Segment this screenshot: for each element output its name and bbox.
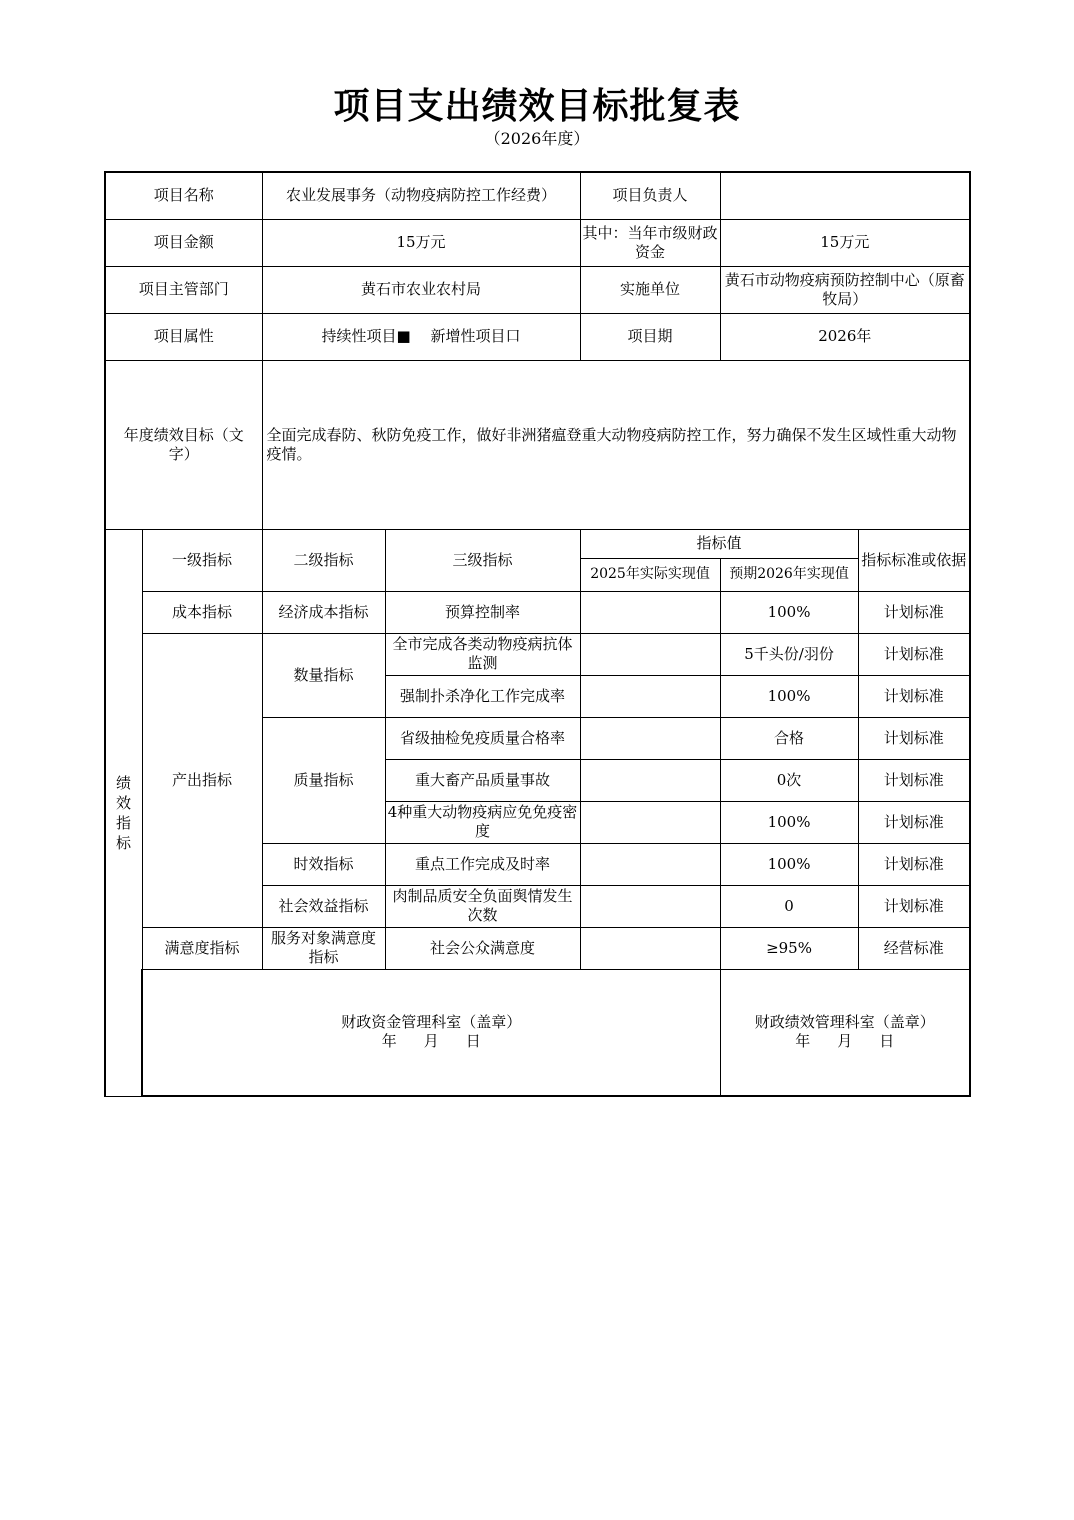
group-quantity: 数量指标 — [262, 633, 385, 717]
group-quality: 质量指标 — [262, 717, 385, 843]
dept-value: 黄石市农业农村局 — [262, 266, 580, 313]
right-office-label: 财政绩效管理科室（盖章） — [754, 1013, 935, 1032]
indicator-expected: 0 — [720, 885, 858, 927]
left-day: 日 — [465, 1032, 481, 1051]
signature-left — [142, 969, 720, 1096]
table-row — [105, 591, 970, 633]
indicator-actual — [580, 591, 720, 633]
indicator-basis: 计划标准 — [858, 633, 970, 675]
indicator-name: 社会公众满意度 — [385, 927, 580, 969]
header-value: 指标值 — [580, 529, 858, 558]
leader-label: 项目负责人 — [580, 172, 720, 219]
header-level1: 一级指标 — [142, 529, 262, 591]
amount-value: 15万元 — [262, 219, 580, 266]
amount-label: 项目金额 — [105, 219, 262, 266]
impl-value: 黄石市动物疫病预防控制中心（原畜牧局） — [720, 266, 970, 313]
right-month: 月 — [837, 1032, 853, 1051]
attr-label: 项目属性 — [105, 313, 262, 360]
header-level3: 三级指标 — [385, 529, 580, 591]
indicator-name: 重大畜产品质量事故 — [385, 759, 580, 801]
attr-value: 持续性项目■ 新增性项目口 — [262, 313, 580, 360]
indicator-name: 4种重大动物疫病应免免疫密度 — [385, 801, 580, 843]
indicator-actual — [580, 843, 720, 885]
period-label: 项目期 — [580, 313, 720, 360]
indicator-actual — [580, 801, 720, 843]
right-day: 日 — [879, 1032, 895, 1051]
indicator-actual — [580, 717, 720, 759]
indicator-expected: ≥95% — [720, 927, 858, 969]
period-value: 2026年 — [720, 313, 970, 360]
indicator-name: 全市完成各类动物疫病抗体监测 — [385, 633, 580, 675]
impl-label: 实施单位 — [580, 266, 720, 313]
indicator-actual — [580, 633, 720, 675]
indicator-expected: 100% — [720, 843, 858, 885]
header-actual-2025: 2025年实际实现值 — [580, 558, 720, 591]
group-output: 产出指标 — [142, 633, 262, 927]
table-row — [105, 927, 970, 969]
goal-value: 全面完成春防、秋防免疫工作，做好非洲猪瘟登重大动物疫病防控工作，努力确保不发生区域性重大动物疫情。 — [262, 360, 970, 529]
group-timeliness: 时效指标 — [262, 843, 385, 885]
group-economic-cost: 经济成本指标 — [262, 591, 385, 633]
dept-label: 项目主管部门 — [105, 266, 262, 313]
page-subtitle: （2026年度） — [484, 129, 590, 148]
indicator-expected: 5千头份/羽份 — [720, 633, 858, 675]
indicator-basis: 计划标准 — [858, 591, 970, 633]
indicator-actual — [580, 759, 720, 801]
indicator-expected: 0次 — [720, 759, 858, 801]
indicator-name: 预算控制率 — [385, 591, 580, 633]
header-expected-2026: 预期2026年实现值 — [720, 558, 858, 591]
indicator-actual — [580, 885, 720, 927]
header-basis: 指标标准或依据 — [858, 529, 970, 591]
left-year: 年 — [381, 1032, 397, 1051]
indicator-basis: 计划标准 — [858, 717, 970, 759]
indicator-section-label: 绩效指标 — [105, 529, 142, 1096]
project-name-value: 农业发展事务（动物疫病防控工作经费） — [262, 172, 580, 219]
left-date — [145, 1032, 718, 1051]
indicator-actual — [580, 927, 720, 969]
left-month: 月 — [423, 1032, 439, 1051]
indicator-name: 省级抽检免疫质量合格率 — [385, 717, 580, 759]
indicator-basis: 计划标准 — [858, 675, 970, 717]
city-fund-label: 其中：当年市级财政资金 — [580, 219, 720, 266]
goal-label: 年度绩效目标（文字） — [105, 360, 262, 529]
page-title: 项目支出绩效目标批复表 — [333, 86, 741, 127]
table-row — [105, 633, 970, 675]
indicator-expected: 100% — [720, 591, 858, 633]
group-satisfaction: 满意度指标 — [142, 927, 262, 969]
group-cost: 成本指标 — [142, 591, 262, 633]
group-social: 社会效益指标 — [262, 885, 385, 927]
indicator-name: 肉制品质安全负面舆情发生次数 — [385, 885, 580, 927]
right-date — [723, 1032, 968, 1051]
indicator-expected: 合格 — [720, 717, 858, 759]
indicator-name: 重点工作完成及时率 — [385, 843, 580, 885]
indicator-name: 强制扑杀净化工作完成率 — [385, 675, 580, 717]
signature-right — [720, 969, 970, 1096]
city-fund-value: 15万元 — [720, 219, 970, 266]
header-level2: 二级指标 — [262, 529, 385, 591]
indicator-basis: 计划标准 — [858, 801, 970, 843]
left-office-label: 财政资金管理科室（盖章） — [341, 1013, 522, 1032]
right-year: 年 — [795, 1032, 811, 1051]
performance-table — [104, 171, 971, 1097]
project-name-label: 项目名称 — [105, 172, 262, 219]
indicator-basis: 计划标准 — [858, 843, 970, 885]
indicator-basis: 计划标准 — [858, 885, 970, 927]
indicator-basis: 计划标准 — [858, 759, 970, 801]
indicator-basis: 经营标准 — [858, 927, 970, 969]
leader-value — [720, 172, 970, 219]
indicator-expected: 100% — [720, 801, 858, 843]
group-service: 服务对象满意度指标 — [262, 927, 385, 969]
indicator-expected: 100% — [720, 675, 858, 717]
indicator-actual — [580, 675, 720, 717]
